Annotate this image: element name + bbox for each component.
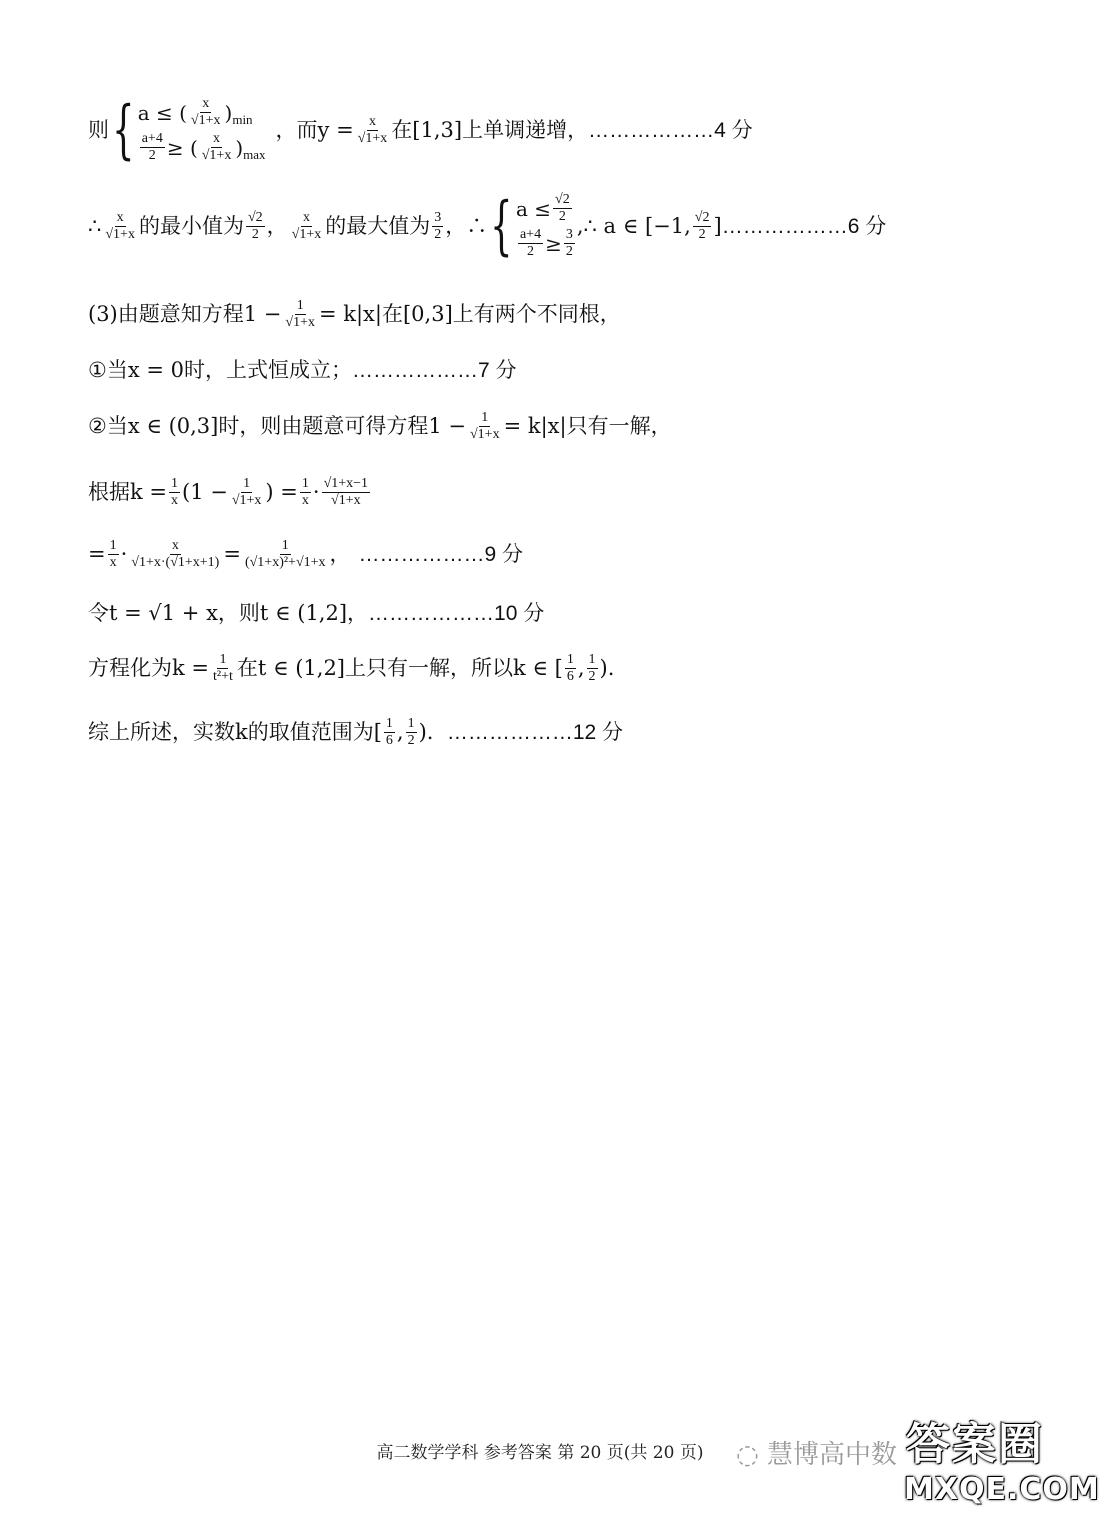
system-row-1 xyxy=(516,192,577,225)
line-6pt xyxy=(88,189,887,263)
system-row-1 xyxy=(138,96,266,129)
line-case2 xyxy=(88,410,672,443)
score-label: 7 分 xyxy=(477,359,517,382)
expr-text: 在[1,3]上单调递增， xyxy=(391,117,589,142)
circled-number: ① xyxy=(88,358,107,382)
wechat-watermark xyxy=(736,1434,897,1471)
expr-text: ) xyxy=(235,135,244,160)
line-10pt xyxy=(88,603,544,624)
score-leader: ……………… xyxy=(721,214,848,238)
expr-text: 方程化为k = xyxy=(88,656,209,680)
score-label: 12 分 xyxy=(572,721,624,744)
expr-text: 根据k = xyxy=(88,480,167,504)
numerator: x xyxy=(116,209,124,225)
inequality-system xyxy=(516,192,577,260)
denominator: √1+x xyxy=(469,427,500,442)
expr-text: 在t ∈ (1,2]上只有一解，所以k ∈ [ xyxy=(236,656,563,680)
denominator: (√1+x)²+√1+x xyxy=(244,555,326,570)
expr-text: ，∴ xyxy=(445,213,488,238)
expr-text: ] xyxy=(713,213,722,238)
expr-text: , xyxy=(396,720,404,744)
numerator: a+4 xyxy=(519,227,542,242)
fraction xyxy=(129,538,221,571)
expr-text: = k|x|只有一解， xyxy=(503,414,672,438)
numerator: 1 xyxy=(407,716,415,731)
numerator: 1 xyxy=(588,652,596,667)
line-9pt xyxy=(88,538,523,571)
expr-text: 当x = 0时，上式恒成立； xyxy=(106,358,352,382)
numerator: √2 xyxy=(694,209,710,225)
score-label: 10 分 xyxy=(494,602,545,625)
numerator: x xyxy=(368,113,376,129)
expr-text: ). xyxy=(599,656,615,680)
expr-text: = k|x|在[0,3]上有两个不同根， xyxy=(318,302,621,326)
expr-text: 当x ∈ (0,3]时，则由题意可得方程1 − xyxy=(106,414,466,438)
numerator: 1 xyxy=(566,652,574,667)
numerator: 1 xyxy=(171,476,178,491)
fraction xyxy=(468,410,502,443)
numerator: √1+x−1 xyxy=(323,476,369,491)
numerator: 1 xyxy=(301,476,309,491)
fraction xyxy=(108,538,119,571)
denominator: 2 xyxy=(251,226,259,242)
subscript: max xyxy=(243,147,266,162)
denominator: 2 xyxy=(558,209,566,224)
watermark-logo-text: 答案圈 xyxy=(906,1419,1044,1470)
line-derivation-1 xyxy=(88,476,372,509)
score-label: 6 分 xyxy=(847,214,887,238)
denominator: 2 xyxy=(527,244,535,259)
subscript: min xyxy=(232,112,253,127)
expr-text: ) = xyxy=(265,480,298,504)
circled-number: ② xyxy=(88,414,107,438)
numerator: 1 xyxy=(296,298,304,313)
expr-text: , xyxy=(577,656,585,680)
score-leader: ……………… xyxy=(446,721,573,744)
fraction xyxy=(565,652,576,685)
left-brace: { xyxy=(112,93,135,167)
score-label: 4 分 xyxy=(714,118,753,142)
fraction xyxy=(564,227,575,260)
expr-text: ) xyxy=(224,100,233,125)
expr-text: (1 − xyxy=(182,480,228,504)
numerator: 1 xyxy=(219,652,227,667)
fraction xyxy=(200,131,234,164)
fraction xyxy=(322,476,370,509)
expr-text: ≥ ( xyxy=(166,135,198,160)
fraction xyxy=(230,476,264,509)
denominator: √1+x xyxy=(291,226,322,242)
expr-text: 的最小值为 xyxy=(138,213,244,238)
numerator: 1 xyxy=(281,538,289,553)
denominator: √1+x xyxy=(105,226,135,242)
watermark-text: 慧博高中数 xyxy=(766,1440,897,1470)
numerator: √2 xyxy=(555,192,570,207)
numerator: 1 xyxy=(109,538,117,553)
expr-text: ， xyxy=(329,542,351,566)
expr-text: ≥ xyxy=(545,231,562,256)
fraction xyxy=(169,476,180,509)
numerator: x xyxy=(302,209,310,225)
fraction xyxy=(406,716,417,749)
fraction xyxy=(384,716,395,749)
denominator: 2 xyxy=(407,733,415,748)
expr-text: (3)由题意知方程1 − xyxy=(88,302,282,326)
inequality-system xyxy=(138,96,266,164)
expr-text: 令t = √1 + x，则t ∈ (1,2]， xyxy=(88,601,369,625)
fraction xyxy=(693,210,712,243)
score-leader: ……………… xyxy=(351,359,478,382)
fraction xyxy=(300,476,311,509)
numerator: 3 xyxy=(565,227,573,242)
site-watermark xyxy=(900,1408,1100,1516)
numerator: x xyxy=(202,96,210,111)
score-label: 9 分 xyxy=(484,543,524,566)
expr-text: a ≤ xyxy=(515,196,552,221)
score-leader: ……………… xyxy=(358,543,485,566)
numerator: x xyxy=(171,538,179,553)
denominator: x xyxy=(109,555,117,570)
denominator: √1+x xyxy=(190,113,221,128)
denominator: x xyxy=(301,493,309,508)
expr-text: 的最大值为 xyxy=(325,213,431,238)
denominator: √1+x·(√1+x+1) xyxy=(131,555,220,570)
expr-text: = xyxy=(88,542,106,566)
line-equation-k xyxy=(88,652,614,685)
fraction xyxy=(587,652,598,685)
expr-text: ,∴ a ∈ [−1, xyxy=(576,213,691,238)
denominator: 2 xyxy=(434,226,442,242)
denominator: √1+x xyxy=(231,493,262,508)
denominator: √1+x xyxy=(331,493,361,508)
fraction xyxy=(211,652,235,685)
expr-text: 综上所述，实数k的取值范围为[ xyxy=(88,720,382,744)
fraction xyxy=(103,210,137,243)
numerator: 1 xyxy=(243,476,251,491)
denominator: 2 xyxy=(588,669,596,684)
system-row-2 xyxy=(516,227,577,260)
numerator: 3 xyxy=(434,209,442,225)
fraction xyxy=(553,192,572,225)
left-brace: { xyxy=(490,189,513,263)
denominator: t²+t xyxy=(213,669,233,684)
prefix-text: 则 xyxy=(88,117,109,142)
fraction xyxy=(246,210,265,243)
fraction xyxy=(356,114,390,147)
fraction xyxy=(189,96,223,129)
denominator: 6 xyxy=(566,669,574,684)
denominator: 2 xyxy=(148,148,156,163)
fraction xyxy=(518,227,543,260)
system-row-2 xyxy=(138,131,266,164)
therefore-symbol: ∴ xyxy=(88,213,102,238)
expr-text: ). xyxy=(418,720,447,744)
denominator: √1+x xyxy=(285,315,315,330)
line-part3-intro xyxy=(88,298,621,331)
denominator: √1+x xyxy=(357,130,388,146)
wechat-icon: ◌ xyxy=(736,1440,759,1470)
numerator: 1 xyxy=(385,716,393,731)
expr-text: = xyxy=(223,542,241,566)
expr-text: ， xyxy=(266,213,288,238)
page-footer: 高二数学学科 参考答案 第 20 页(共 20 页) xyxy=(376,1443,704,1463)
denominator: 2 xyxy=(565,244,573,259)
fraction xyxy=(290,210,324,243)
denominator: √1+x xyxy=(201,148,232,163)
score-leader: ……………… xyxy=(588,118,715,142)
expr-text: · xyxy=(120,542,128,566)
numerator: √2 xyxy=(247,209,263,225)
numerator: x xyxy=(213,131,221,146)
fraction xyxy=(243,538,328,571)
expr-text: ，而y = xyxy=(275,117,354,142)
expr-text: · xyxy=(312,480,320,504)
line-7pt xyxy=(88,360,517,381)
score-leader: ……………… xyxy=(368,602,495,625)
line-12pt xyxy=(88,716,623,749)
fraction xyxy=(140,131,165,164)
numerator: 1 xyxy=(481,410,489,425)
watermark-domain: MXQE.COM xyxy=(904,1472,1100,1507)
denominator: 2 xyxy=(698,226,706,242)
denominator: 6 xyxy=(385,733,393,748)
expr-text: a ≤ ( xyxy=(137,100,187,125)
fraction xyxy=(283,298,317,331)
line-4pt xyxy=(88,93,753,167)
denominator: x xyxy=(171,493,178,508)
fraction xyxy=(432,210,443,243)
numerator: a+4 xyxy=(141,131,163,146)
